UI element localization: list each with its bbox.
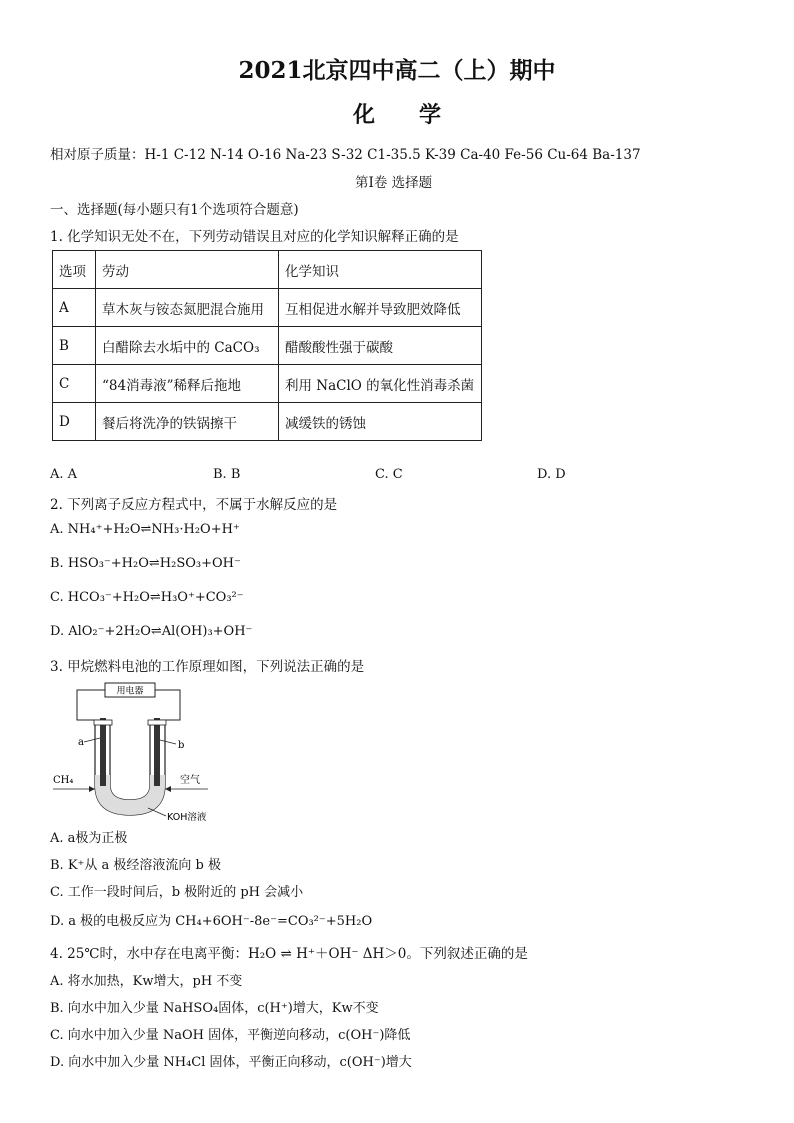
- q2-option-d[interactable]: D. AlO₂⁻+2H₂O⇌Al(OH)₃+OH⁻: [50, 624, 253, 639]
- electrode-a: [100, 718, 106, 786]
- table-header: 选项: [53, 251, 96, 289]
- arrow-ch4: [89, 786, 95, 792]
- q2-option-b[interactable]: B. HSO₃⁻+H₂O⇌H₂SO₃+OH⁻: [50, 556, 241, 571]
- table-cell: 白醋除去水垢中的 CaCO₃: [96, 327, 279, 365]
- q1-option-c[interactable]: C. C: [375, 467, 403, 482]
- q2-stem: 2. 下列离子反应方程式中，不属于水解反应的是: [50, 497, 338, 513]
- q4-stem: 4. 25℃时，水中存在电离平衡：H₂O ⇌ H⁺＋OH⁻ ΔH＞0。下列叙述正确的是: [50, 946, 528, 962]
- table-row: [53, 289, 482, 327]
- atomic-masses: 相对原子质量：H-1 C-12 N-14 O-16 Na-23 S-32 C1-35.5 K-39 Ca-40 Fe-56 Cu-64 Ba-137: [50, 147, 641, 163]
- q2-option-c[interactable]: C. HCO₃⁻+H₂O⇌H₃O⁺+CO₃²⁻: [50, 590, 244, 605]
- q4-option-b[interactable]: B. 向水中加入少量 NaHSO₄固体，c(H⁺)增大，Kw不变: [50, 1001, 379, 1016]
- table-row: [53, 251, 482, 289]
- exam-title: 2021北京四中高二（上）期中: [238, 57, 556, 84]
- table-row: [53, 327, 482, 365]
- table-cell: A: [53, 289, 96, 327]
- table-cell: C: [53, 365, 96, 403]
- q1-stem: 1. 化学知识无处不在，下列劳动错误且对应的化学知识解释正确的是: [50, 229, 459, 245]
- wire-left: [77, 690, 105, 720]
- label-air: 空气: [180, 775, 200, 786]
- q1-option-b[interactable]: B. B: [213, 467, 241, 482]
- u-tube-inner: [110, 725, 150, 800]
- table-cell: 互相促进水解并导致肥效降低: [279, 289, 482, 327]
- q3-option-b[interactable]: B. K⁺从 a 极经溶液流向 b 极: [50, 858, 221, 873]
- table-cell: 餐后将洗净的铁锅擦干: [96, 403, 279, 441]
- table-row: [53, 365, 482, 403]
- table-cell: D: [53, 403, 96, 441]
- table-header: 劳动: [96, 251, 279, 289]
- q3-option-d[interactable]: D. a 极的电极反应为 CH₄+6OH⁻-8e⁻=CO₃²⁻+5H₂O: [50, 914, 373, 929]
- q1-table: [52, 250, 482, 441]
- section-title: 一、选择题(每小题只有1个选项符合题意): [50, 202, 299, 218]
- q1-option-a[interactable]: A. A: [50, 467, 78, 482]
- table-row: [53, 403, 482, 441]
- q1-option-d[interactable]: D. D: [537, 467, 566, 482]
- table-cell: 草木灰与铵态氮肥混合施用: [96, 289, 279, 327]
- table-cell: B: [53, 327, 96, 365]
- q3-option-c[interactable]: C. 工作一段时间后，b 极附近的 pH 会减小: [50, 885, 304, 900]
- q4-option-c[interactable]: C. 向水中加入少量 NaOH 固体，平衡逆向移动，c(OH⁻)降低: [50, 1028, 411, 1043]
- arrow-air: [165, 786, 171, 792]
- table-cell: 减缓铁的锈蚀: [279, 403, 482, 441]
- label-b: b: [178, 740, 185, 751]
- subject-title: 化学: [352, 102, 485, 128]
- q4-option-d[interactable]: D. 向水中加入少量 NH₄Cl 固体，平衡正向移动，c(OH⁻)增大: [50, 1055, 412, 1070]
- q3-stem: 3. 甲烷燃料电池的工作原理如图，下列说法正确的是: [50, 659, 365, 675]
- stopper-right: [148, 720, 166, 725]
- wire-right: [155, 690, 180, 720]
- table-cell: 利用 NaClO 的氧化性消毒杀菌: [279, 365, 482, 403]
- q2-option-a[interactable]: A. NH₄⁺+H₂O⇌NH₃·H₂O+H⁺: [50, 522, 240, 537]
- device-label: 用电器: [116, 686, 144, 697]
- q3-option-a[interactable]: A. a极为正极: [50, 831, 128, 846]
- table-cell: 醋酸酸性强于碳酸: [279, 327, 482, 365]
- label-a: a: [78, 737, 84, 748]
- fuel-cell-diagram: [50, 680, 250, 825]
- stopper-left: [94, 720, 112, 725]
- table-cell: “84消毒液”稀释后拖地: [96, 365, 279, 403]
- volume-label: 第I卷 选择题: [355, 175, 433, 191]
- label-ch4: CH₄: [53, 775, 74, 786]
- table-header: 化学知识: [279, 251, 482, 289]
- q4-option-a[interactable]: A. 将水加热，Kw增大，pH 不变: [50, 974, 243, 989]
- electrode-b: [154, 718, 160, 786]
- label-koh: KOH溶液: [167, 812, 207, 823]
